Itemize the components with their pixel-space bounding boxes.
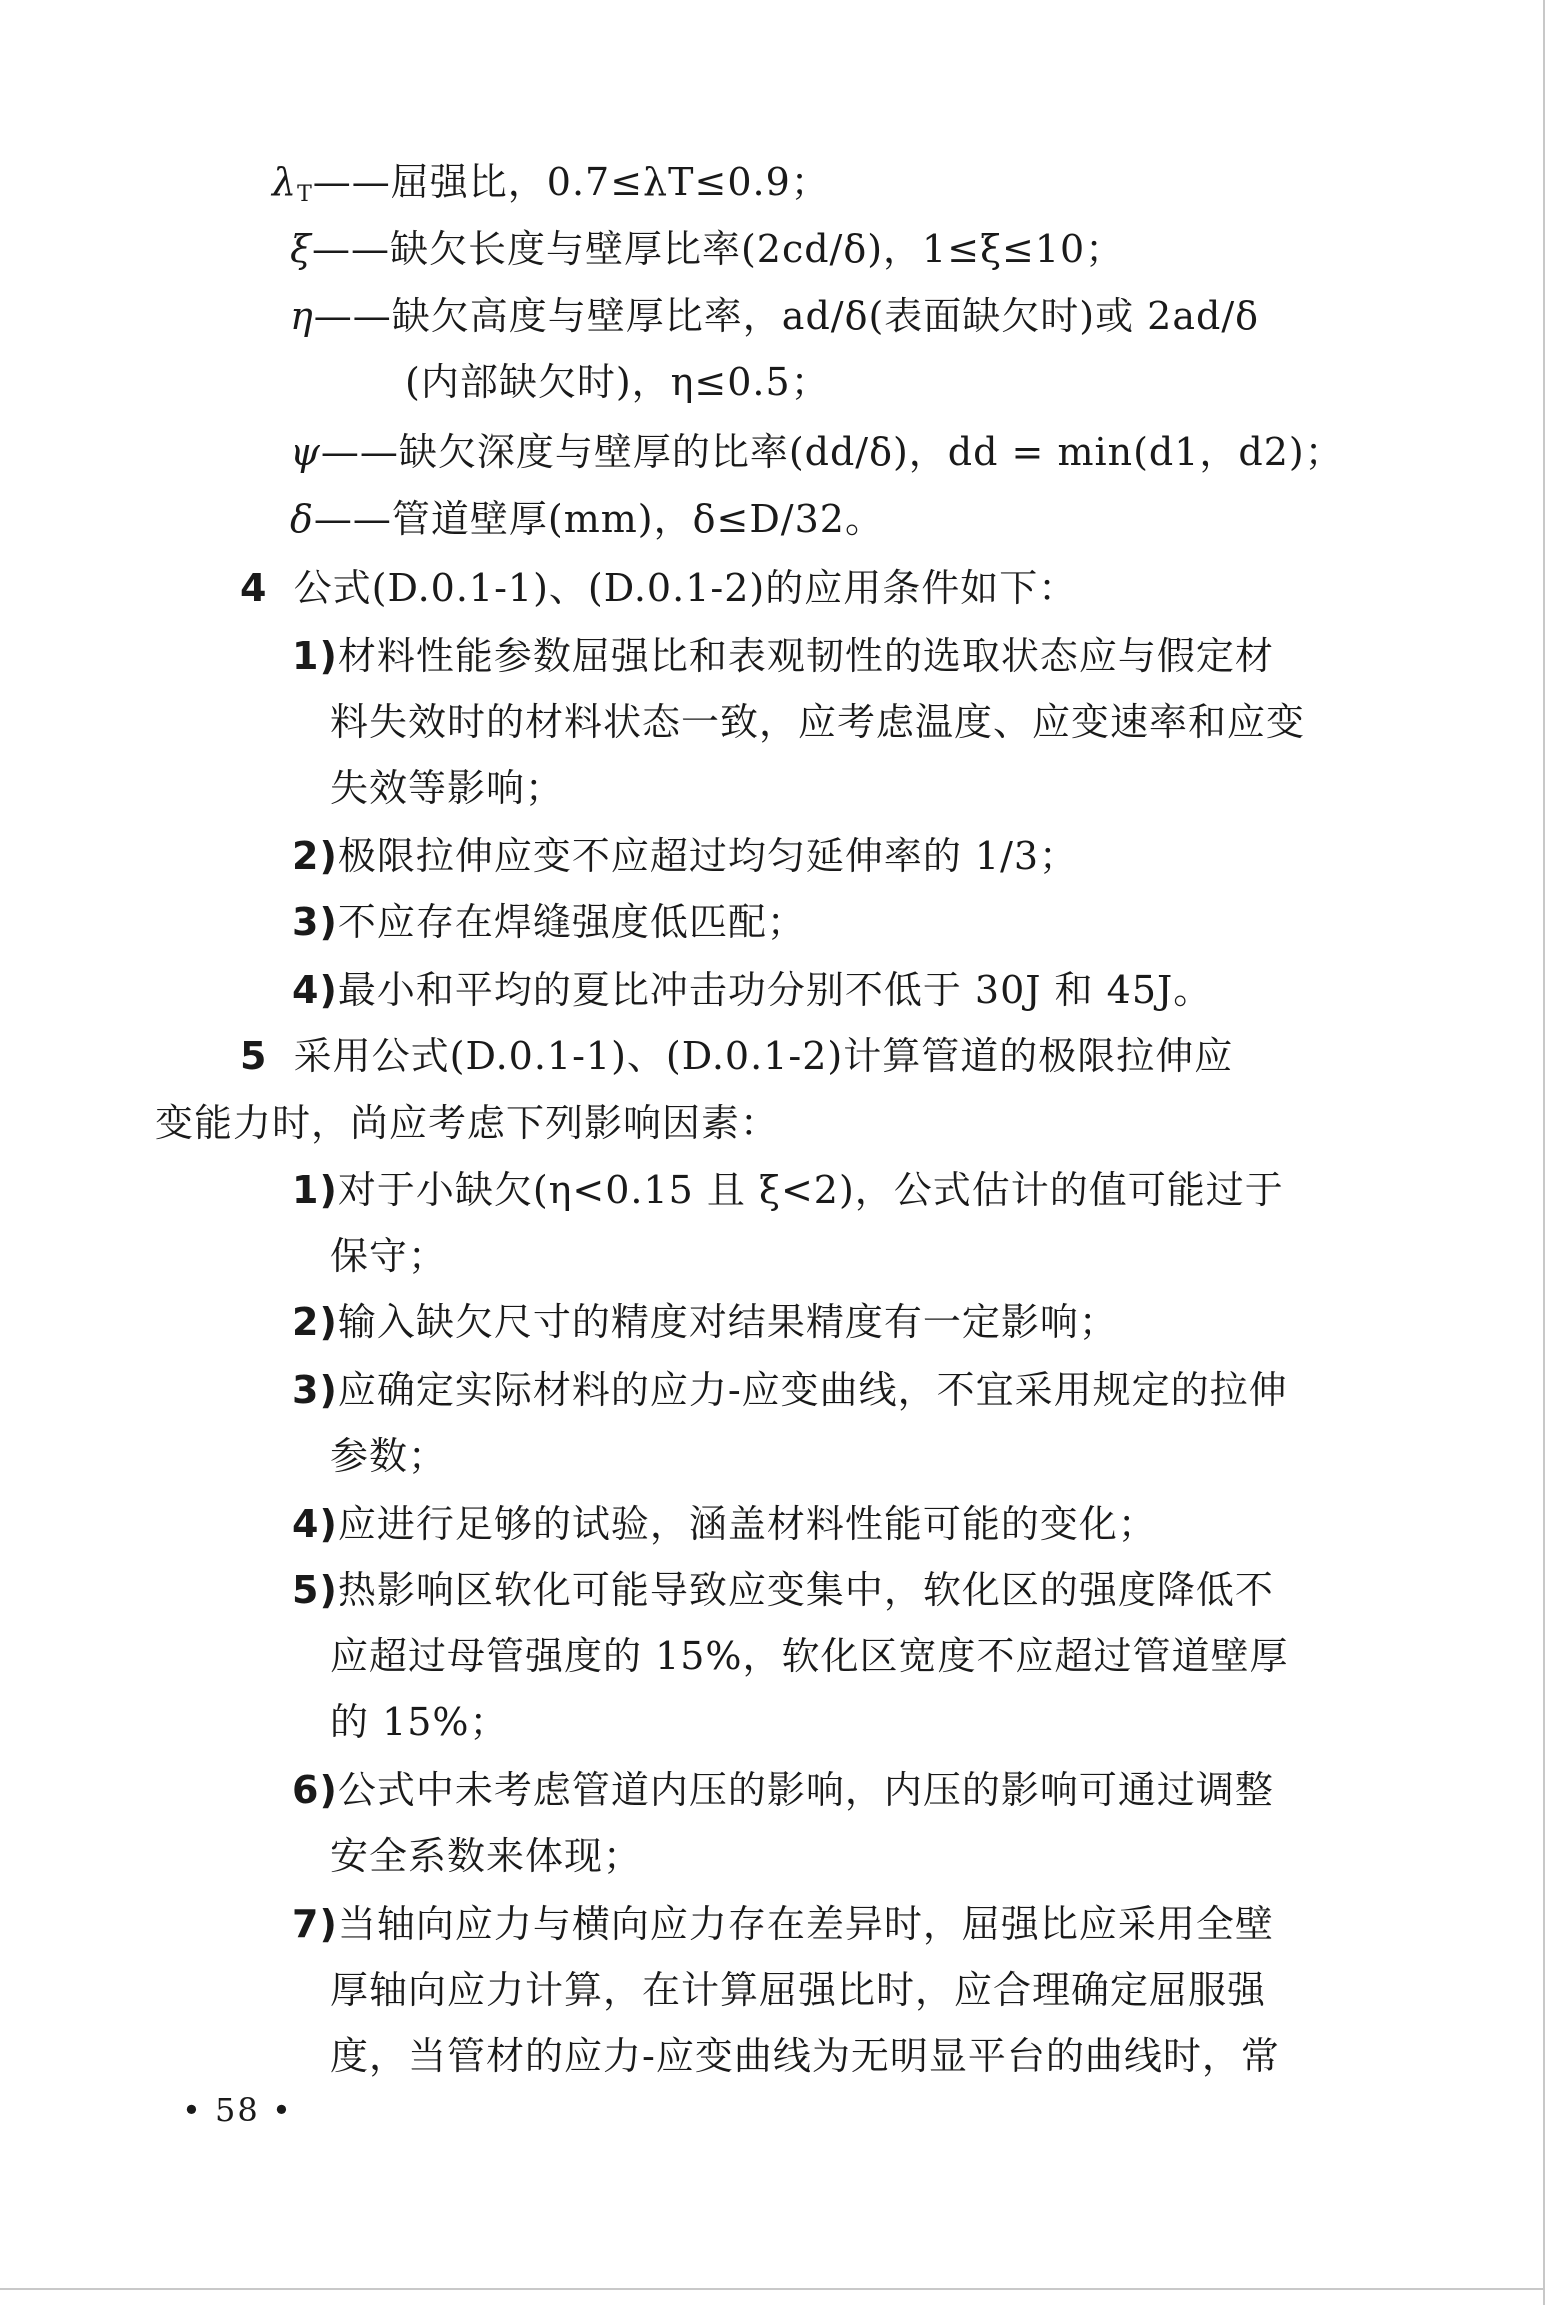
item-text: 料失效时的材料状态一致，应考虑温度、应变速率和应变 [330, 700, 1306, 744]
item-number: 7) [292, 1902, 338, 1946]
item-number: 4) [292, 968, 338, 1012]
section-4-item-1-line-2 [330, 698, 1305, 746]
item-text: 输入缺欠尺寸的精度对结果精度有一定影响； [337, 1300, 1118, 1344]
item-text: 的 15%； [330, 1700, 509, 1744]
item-number: 3) [292, 1368, 338, 1412]
section-4-item-3 [292, 898, 806, 946]
item-number: 3) [292, 900, 338, 944]
definition-eta-continuation [405, 358, 830, 406]
section-5-item-6-line-1 [292, 1766, 1274, 1814]
definition-delta [290, 495, 884, 543]
item-text: 最小和平均的夏比冲击功分别不低于 30J 和 45J。 [337, 968, 1213, 1012]
page-edge-bottom [0, 2288, 1545, 2290]
item-text: 当轴向应力与横向应力存在差异时，屈强比应采用全壁 [337, 1902, 1274, 1946]
section-5-item-3-line-2 [330, 1432, 447, 1480]
item-text: 厚轴向应力计算，在计算屈强比时，应合理确定屈服强 [330, 1968, 1267, 2012]
section-5-item-1-line-1 [292, 1166, 1284, 1214]
section-5-item-7-line-1 [292, 1900, 1274, 1948]
section-5-heading-line-2 [155, 1099, 779, 1147]
item-text: 对于小缺欠(η<0.15 且 ξ<2)，公式估计的值可能过于 [337, 1168, 1284, 1212]
definition-psi [290, 428, 1344, 476]
item-text: 安全系数来体现； [330, 1834, 643, 1878]
section-5-item-4 [292, 1500, 1157, 1548]
definition-text: ——屈强比，0.7≤λT≤0.9； [312, 160, 830, 204]
item-number: 4) [292, 1502, 338, 1546]
item-number: 2) [292, 1300, 338, 1344]
section-heading-text: 公式(D.0.1-1)、(D.0.1-2)的应用条件如下： [293, 566, 1078, 610]
section-5-item-5-line-3 [330, 1698, 509, 1746]
section-5-item-3-line-1 [292, 1366, 1288, 1414]
section-heading-text: 采用公式(D.0.1-1)、(D.0.1-2)计算管道的极限拉伸应 [293, 1034, 1234, 1078]
section-5-item-2 [292, 1298, 1118, 1346]
item-text: 度，当管材的应力-应变曲线为无明显平台的曲线时，常 [330, 2034, 1280, 2078]
item-text: 失效等影响； [330, 766, 565, 810]
definition-text: ——缺欠深度与壁厚的比率(dd/δ)，dd = min(d1，d2)； [320, 430, 1344, 474]
item-text: 应超过母管强度的 15%，软化区宽度不应超过管道壁厚 [330, 1634, 1289, 1678]
section-4-heading [240, 564, 1077, 612]
item-number: 1) [292, 1168, 338, 1212]
section-5-item-6-line-2 [330, 1832, 642, 1880]
section-number: 4 [240, 566, 268, 610]
section-heading-text: 变能力时，尚应考虑下列影响因素： [155, 1101, 780, 1145]
definition-xi [290, 225, 1124, 273]
page-number: • 58 • [182, 2091, 293, 2129]
section-5-item-7-line-3 [330, 2032, 1280, 2080]
item-text: 材料性能参数屈强比和表观韧性的选取状态应与假定材 [337, 634, 1274, 678]
item-text: 应确定实际材料的应力-应变曲线，不宜采用规定的拉伸 [337, 1368, 1288, 1412]
item-number: 6) [292, 1768, 338, 1812]
definition-text: ——管道壁厚(mm)，δ≤D/32。 [313, 497, 884, 541]
definition-text: (内部缺欠时)，η≤0.5； [405, 360, 830, 404]
section-4-item-2 [292, 832, 1078, 880]
section-5-heading-line-1 [240, 1032, 1233, 1080]
item-number: 5) [292, 1568, 338, 1612]
item-text: 参数； [330, 1434, 448, 1478]
definition-text: ——缺欠长度与壁厚比率(2cd/δ)，1≤ξ≤10； [311, 227, 1125, 271]
item-text: 保守； [330, 1234, 448, 1278]
definition-symbol: δ [290, 497, 314, 541]
item-text: 不应存在焊缝强度低匹配； [337, 900, 806, 944]
page-edge-right [1543, 0, 1545, 2305]
section-number: 5 [240, 1034, 268, 1078]
section-5-item-7-line-2 [330, 1966, 1266, 2014]
item-text: 应进行足够的试验，涵盖材料性能可能的变化； [337, 1502, 1157, 1546]
section-4-item-1-line-3 [330, 764, 564, 812]
definition-eta [290, 292, 1259, 340]
definition-subscript: T [297, 182, 313, 207]
item-number: 2) [292, 834, 338, 878]
item-text: 极限拉伸应变不应超过均匀延伸率的 1/3； [337, 834, 1079, 878]
section-5-item-1-line-2 [330, 1232, 447, 1280]
item-text: 公式中未考虑管道内压的影响，内压的影响可通过调整 [337, 1768, 1274, 1812]
definition-symbol: ξ [290, 227, 312, 271]
definition-text: ——缺欠高度与壁厚比率，ad/δ(表面缺欠时)或 2ad/δ [313, 294, 1260, 338]
section-4-item-4 [292, 966, 1212, 1014]
section-5-item-5-line-1 [292, 1566, 1274, 1614]
item-number: 1) [292, 634, 338, 678]
definition-lambda [272, 158, 830, 219]
definition-symbol: η [290, 294, 314, 338]
definition-symbol: ψ [290, 430, 321, 474]
section-4-item-1-line-1 [292, 632, 1274, 680]
definition-symbol: λ [272, 160, 298, 204]
item-text: 热影响区软化可能导致应变集中，软化区的强度降低不 [337, 1568, 1274, 1612]
section-5-item-5-line-2 [330, 1632, 1289, 1680]
